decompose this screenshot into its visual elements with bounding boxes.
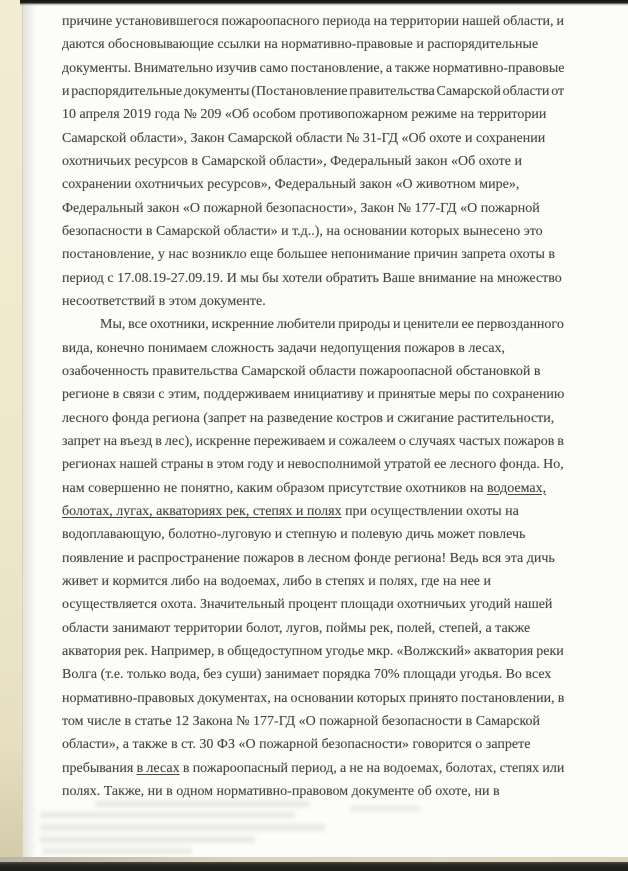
text-line bbox=[62, 780, 564, 803]
text-line bbox=[62, 570, 564, 593]
bleed-mark bbox=[95, 801, 310, 807]
text-segment: регионах нашей страны в этом году и невосполнимой утратой ее лесного фонда. Но, bbox=[62, 457, 564, 473]
text-line bbox=[62, 640, 564, 663]
text-segment: безопасности в Самарской области» и т.д..), на основании которых вынесено это bbox=[62, 223, 543, 239]
text-line bbox=[62, 33, 564, 56]
text-segment: период с 17.08.19-27.09.19. И мы бы хотели обратить Ваше внимание на множество bbox=[62, 270, 562, 286]
text-segment: 10 апреля 2019 года № 209 «Об особом противопожарном режиме на территории bbox=[62, 107, 547, 123]
text-segment: в пожароопасный период, а не на водоемах, болотах, степях или bbox=[179, 760, 564, 776]
text-line bbox=[62, 103, 564, 126]
text-segment: водоплавающую, болотно-луговую и степную и полевую дичь может повлечь bbox=[62, 527, 526, 543]
text-line bbox=[62, 313, 564, 336]
text-segment: Самарской области», Закон Самарской области № 31-ГД «Об охоте и сохранении bbox=[62, 130, 546, 146]
text-line bbox=[62, 757, 564, 780]
text-segment: области занимают территории болот, лугов, поймы рек, полей, степей, а также bbox=[62, 620, 531, 636]
text-line bbox=[62, 710, 564, 733]
text-segment: причине установившегося пожароопасного периода на территории нашей области, и bbox=[62, 14, 564, 29]
text-line bbox=[62, 547, 564, 570]
text-block bbox=[62, 10, 564, 803]
text-line bbox=[62, 290, 564, 313]
text-line bbox=[62, 453, 564, 476]
text-line bbox=[62, 733, 564, 756]
text-segment: несоответствий в этом документе. bbox=[62, 293, 266, 309]
text-segment: сохранении охотничьих ресурсов», Федеральный закон «О животном мире», bbox=[62, 177, 520, 193]
text-line bbox=[62, 150, 564, 173]
underlined-text: болотах, лугах, акваториях рек, степях и полях bbox=[62, 503, 342, 519]
text-line bbox=[62, 10, 564, 33]
text-line bbox=[62, 197, 564, 220]
text-line bbox=[62, 267, 564, 290]
text-segment: даются обосновывающие ссылки на нормативно-правовые и распорядительные bbox=[62, 37, 539, 53]
text-line bbox=[62, 477, 564, 500]
text-segment: регионе в связи с этим, поддерживаем инициативу и принятые меры по сохранению bbox=[62, 387, 564, 403]
text-line bbox=[62, 127, 564, 150]
text-segment: живет и кормится либо на водоемах, либо в степях и полях, где на нее и bbox=[62, 573, 492, 589]
bleed-mark bbox=[40, 812, 295, 818]
text-segment: Волга (т.е. только вода, без суши) занимает порядка 70% площади угодья. Во всех bbox=[62, 667, 552, 683]
text-line bbox=[62, 173, 564, 196]
bleed-mark bbox=[350, 806, 420, 811]
bleed-mark bbox=[40, 824, 325, 831]
text-segment: акватория рек. Например, в общедоступном угодье мкр. «Волжский» акватория реки bbox=[62, 643, 564, 659]
text-line bbox=[62, 337, 564, 360]
text-line bbox=[62, 430, 564, 453]
text-segment: осуществляется охота. Значительный процент площади охотничьих угодий нашей bbox=[62, 597, 553, 613]
text-segment: документы. Внимательно изучив само постановление, а также нормативно-правовые bbox=[62, 60, 564, 76]
text-segment: том числе в статье 12 Закона № 177-ГД «О пожарной безопасности в Самарской bbox=[62, 713, 541, 729]
text-segment: охотничьих ресурсов в Самарской области», Федеральный закон «Об охоте и bbox=[62, 153, 522, 169]
text-segment: появление и распространение пожаров в лесном фонде региона! Ведь вся эта дичь bbox=[62, 550, 555, 566]
text-segment: Мы, все охотники, искренние любители природы и ценители ее первозданного bbox=[100, 317, 564, 333]
text-line bbox=[62, 523, 564, 546]
scanner-bottom-edge bbox=[0, 862, 628, 871]
scanner-top-edge bbox=[20, 0, 628, 6]
text-segment: при осуществлении охоты на bbox=[341, 503, 519, 519]
underlined-text: водоемах, bbox=[486, 480, 547, 496]
text-segment: озабоченность правительства Самарской области пожароопасной обстановкой в bbox=[62, 363, 541, 379]
text-segment: области», а также в ст. 30 ФЗ «О пожарной безопасности» говорится о запрете bbox=[62, 737, 531, 753]
text-line bbox=[62, 383, 564, 406]
text-line bbox=[62, 687, 564, 710]
text-segment: нормативно-правовых документах, на основании которых принято постановлении, в bbox=[62, 690, 564, 706]
page-left-shadow bbox=[23, 0, 37, 871]
text-segment: лесного фонда региона (запрет на разведение костров и сжигание растительности, bbox=[62, 410, 555, 426]
text-line bbox=[62, 407, 564, 430]
text-line bbox=[62, 80, 564, 103]
text-segment: постановление, у нас возникло еще большее непонимание причин запрета охоты в bbox=[62, 247, 556, 263]
text-segment: запрет на въезд в лес), искренне переживаем и сожалеем о случаях частых пожаров в bbox=[62, 433, 564, 449]
underlined-text: в лесах bbox=[136, 760, 180, 776]
text-line bbox=[62, 663, 564, 686]
backdrop-left-strip bbox=[0, 0, 23, 871]
text-line bbox=[62, 243, 564, 266]
text-line bbox=[62, 57, 564, 80]
bleed-mark bbox=[40, 836, 255, 843]
text-segment: нам совершенно не понятно, каким образом присутствие охотников на bbox=[62, 480, 487, 496]
text-line bbox=[62, 593, 564, 616]
text-segment: полях. Также, ни в одном нормативно-правовом документе об охоте, ни в bbox=[62, 783, 500, 799]
text-segment: Федеральный закон «О пожарной безопасности», Закон № 177-ГД «О пожарной bbox=[62, 200, 540, 216]
text-line bbox=[62, 220, 564, 243]
text-segment: вида, конечно понимаем сложность задачи недопущения пожаров в лесах, bbox=[62, 340, 506, 356]
text-line bbox=[62, 360, 564, 383]
text-segment: пребывания bbox=[62, 760, 137, 776]
bleed-mark bbox=[42, 848, 192, 854]
paragraph-indent bbox=[62, 327, 100, 328]
text-segment: и распорядительные документы (Постановление правительства Самарской области от bbox=[62, 83, 564, 99]
text-line bbox=[62, 617, 564, 640]
text-line bbox=[62, 500, 564, 523]
